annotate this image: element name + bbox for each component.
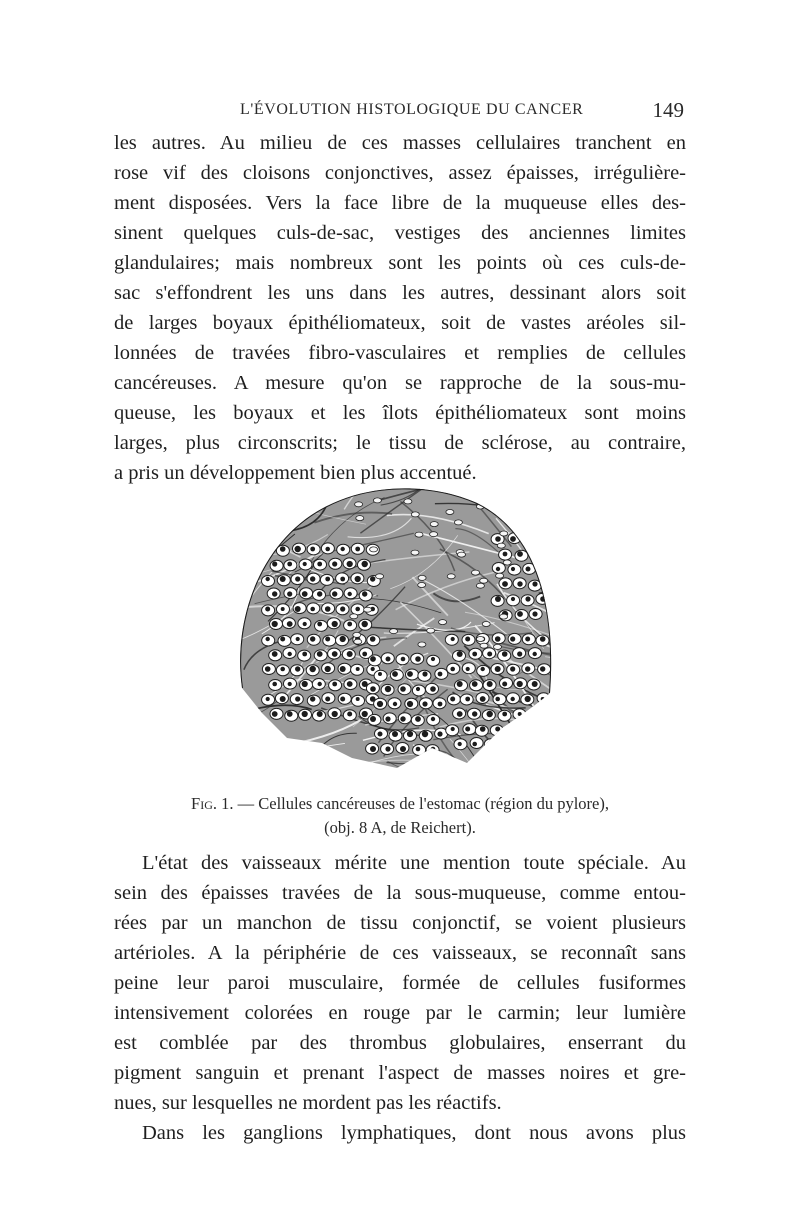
- page-header: [112, 98, 684, 124]
- text-line: ment disposées. Vers la face libre de la muqueuse elles des-: [114, 192, 686, 214]
- text-line: nues, sur lesquelles ne mordent pas les réactifs.: [114, 1092, 502, 1114]
- body-text-bottom: [114, 848, 686, 1148]
- text-line: les autres. Au milieu de ces masses cellulaires tranchent en: [114, 132, 686, 154]
- text-line: lonnées de travées fibro-vasculaires et remplies de cellules: [114, 342, 686, 364]
- caption-text-1: — Cellules cancéreuses de l'estomac (région du pylore),: [237, 794, 609, 813]
- text-line: cancéreuses. A mesure qu'on se rapproche de la sous-mu-: [114, 372, 686, 394]
- text-line: sein des épaisses travées de la sous-muqueuse, comme entou-: [114, 882, 686, 904]
- text-line: intensivement colorées en rouge par le carmin; leur lumière: [114, 1002, 686, 1024]
- figure-label: Fig. 1.: [191, 794, 234, 813]
- text-line: larges, plus circonscrits; le tissu de sclérose, au contraire,: [114, 432, 686, 454]
- text-line: peine leur paroi musculaire, formée de cellules fusiformes: [114, 972, 686, 994]
- caption-line-1: [150, 792, 650, 816]
- histology-figure: [232, 478, 562, 778]
- text-line: est comblée par des thrombus globulaires, enserrant du: [114, 1032, 686, 1054]
- histology-illustration: [232, 478, 562, 778]
- text-line: sac s'effondrent les uns dans les autres, dessinant alors soit: [114, 282, 686, 304]
- caption-line-2: (obj. 8 A, de Reichert).: [324, 818, 476, 837]
- text-line: Dans les ganglions lymphatiques, dont nous avons plus: [142, 1122, 686, 1144]
- text-line: rose vif des cloisons conjonctives, assez épaisses, irrégulière-: [114, 162, 686, 184]
- text-line: a pris un développement bien plus accentué.: [114, 462, 477, 484]
- figure-caption: [150, 792, 650, 840]
- text-line: rées par un manchon de tissu conjonctif, se voient plusieurs: [114, 912, 686, 934]
- text-line: L'état des vaisseaux mérite une mention toute spéciale. Au: [142, 852, 686, 874]
- text-line: artérioles. A la périphérie de ces vaisseaux, se reconnaît sans: [114, 942, 686, 964]
- running-head: L'ÉVOLUTION HISTOLOGIQUE DU CANCER: [240, 101, 584, 118]
- text-line: de larges boyaux épithéliomateux, soit de vastes aréoles sil-: [114, 312, 686, 334]
- text-line: pigment sanguin et prenant l'aspect de masses noires et gre-: [114, 1062, 686, 1084]
- text-line: glandulaires; mais nombreux sont les points où ces culs-de-: [114, 252, 686, 274]
- text-line: queuse, les boyaux et les îlots épithéliomateux sont moins: [114, 402, 686, 424]
- text-line: sinent quelques culs-de-sac, vestiges des anciennes limites: [114, 222, 686, 244]
- body-text-top: [114, 128, 686, 488]
- page-number: 149: [652, 98, 684, 122]
